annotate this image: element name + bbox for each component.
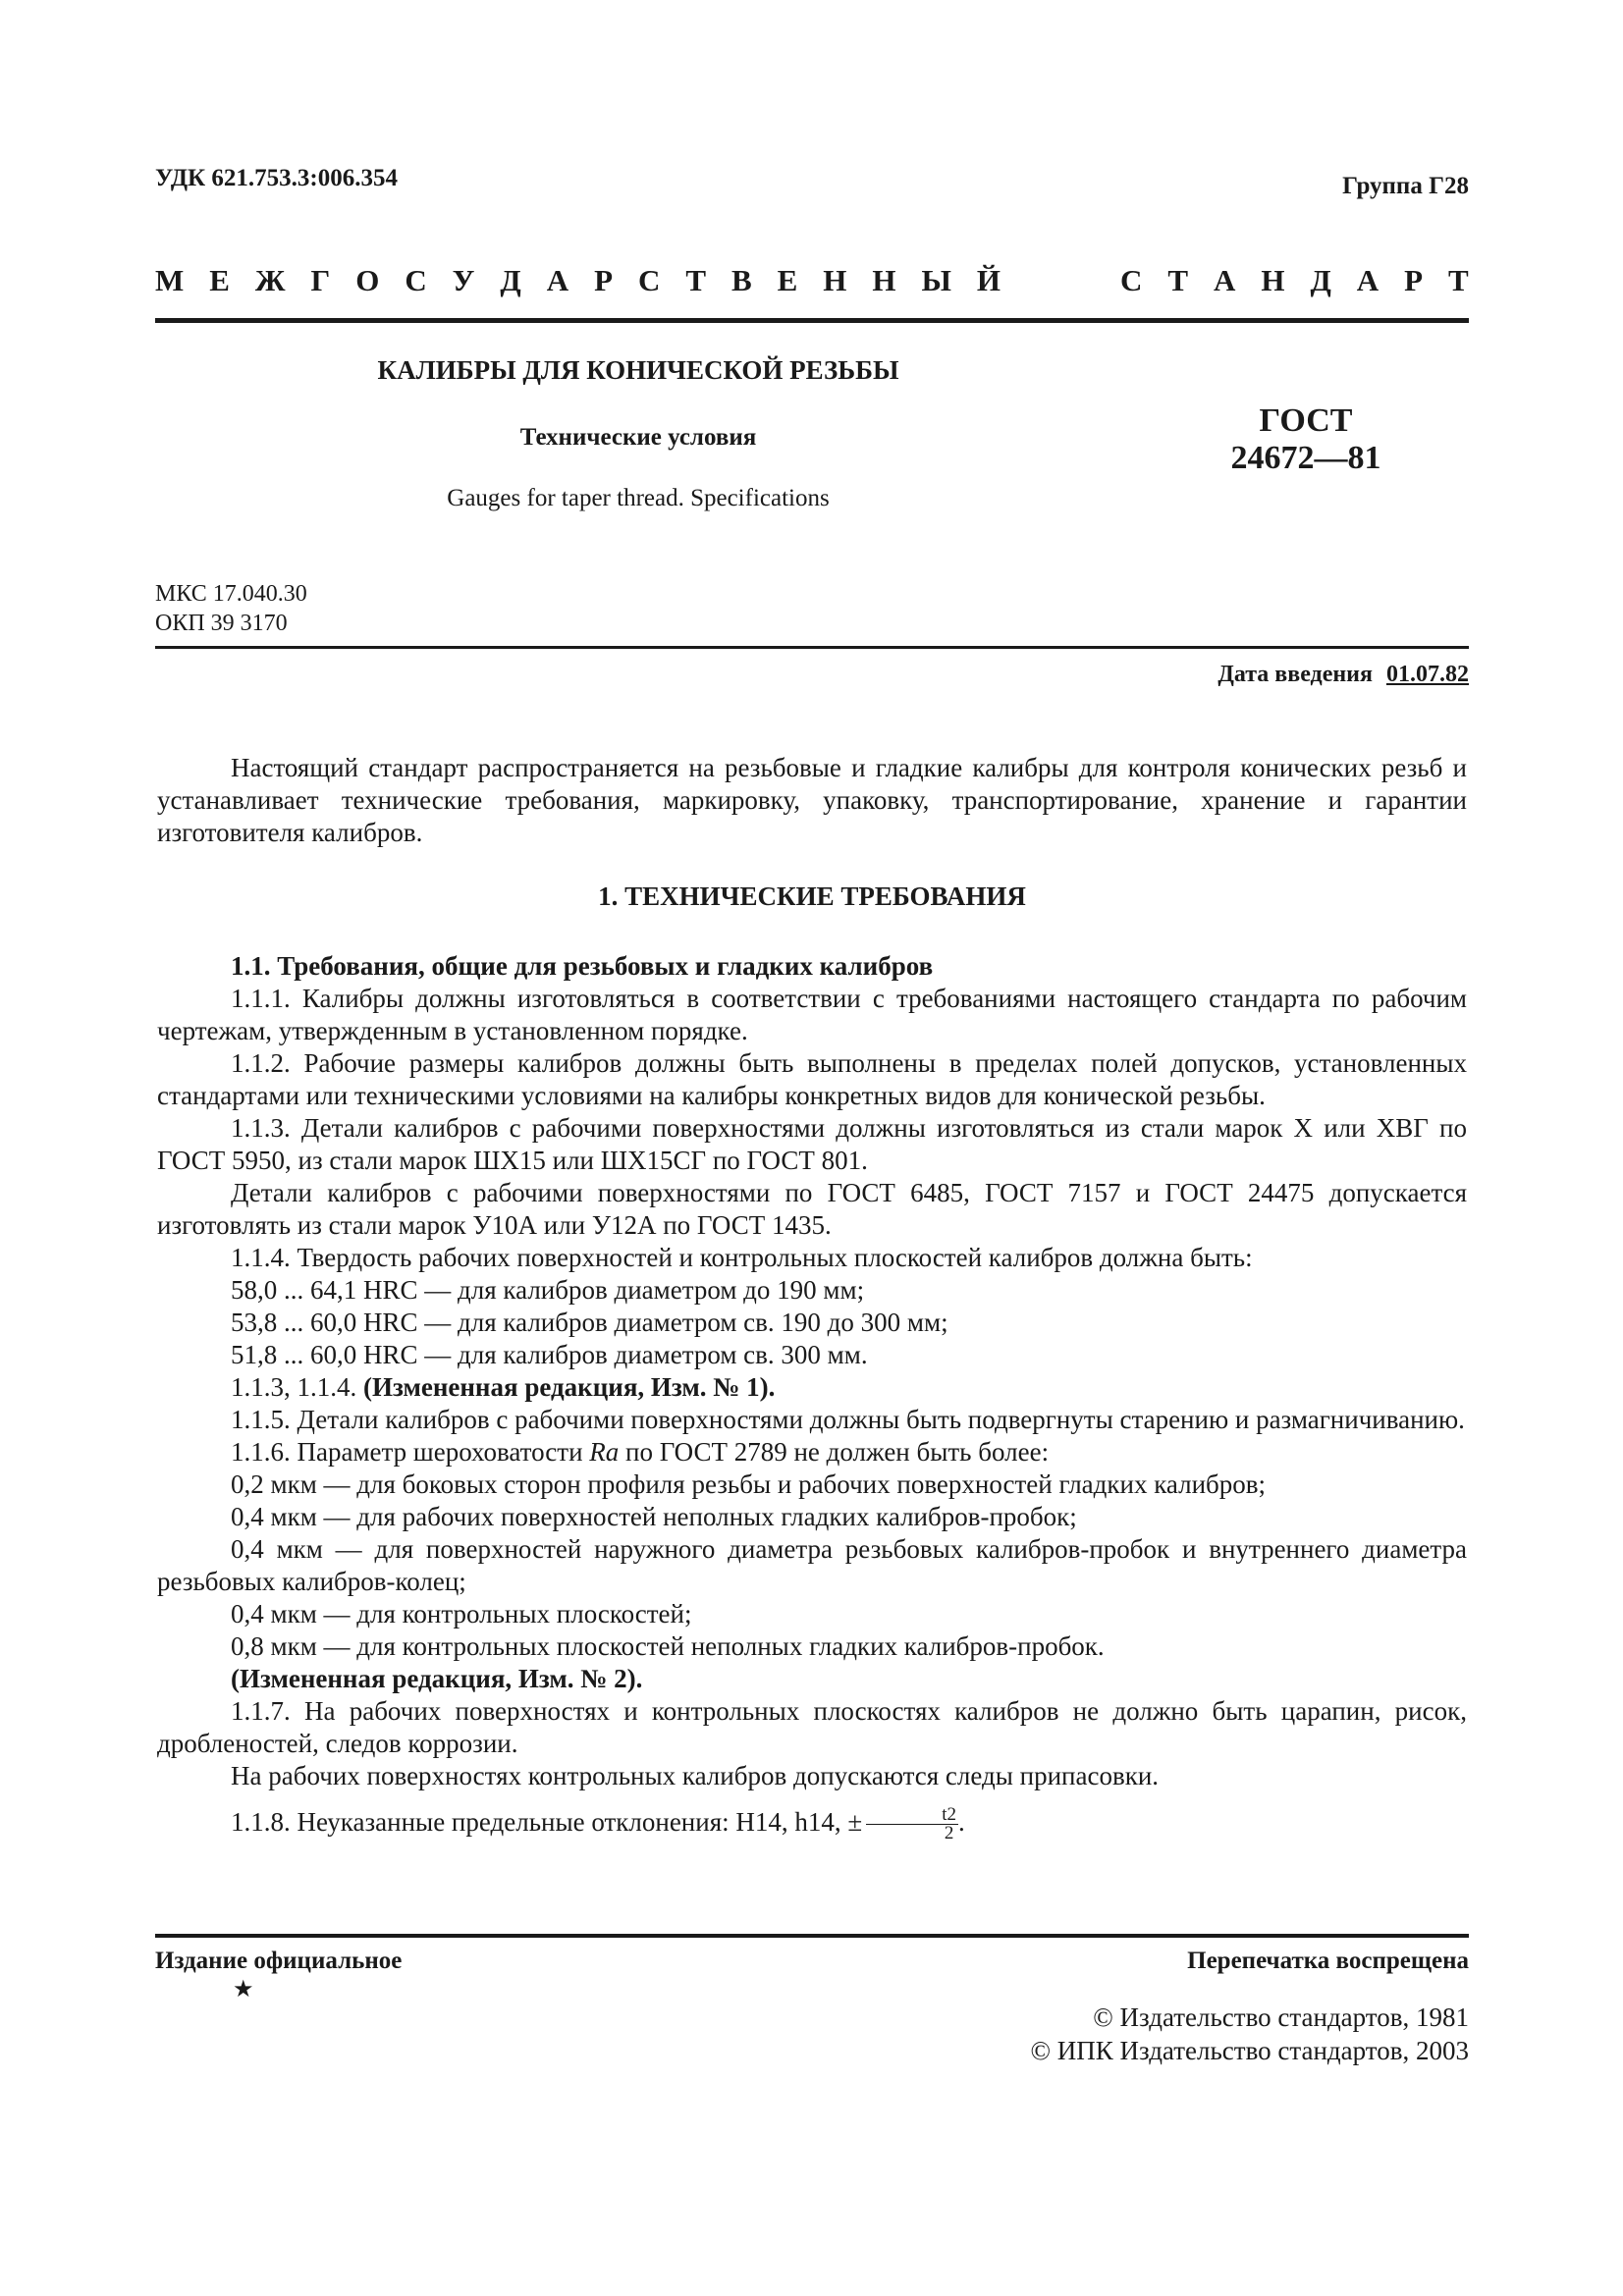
banner-letter: Д [500, 263, 521, 297]
banner-letter: Д [1310, 263, 1331, 297]
footer-rule [155, 1934, 1469, 1938]
document-title: КАЛИБРЫ ДЛЯ КОНИЧЕСКОЙ РЕЗЬБЫ [377, 355, 899, 385]
banner-letter: Т [685, 263, 707, 297]
clause-1-1-8-end: . [957, 1807, 965, 1837]
gost-label: ГОСТ [1259, 402, 1353, 439]
edition-note: Издание официальное [155, 1948, 403, 1974]
copyright-line: © ИПК Издательство стандартов, 2003 [1030, 2036, 1469, 2065]
subsection-heading: 1.1. Требования, общие для резьбовых и гладких калибров [231, 951, 934, 981]
clause-1-1-2: 1.1.2. Рабочие размеры калибров должны быть выполнены в пределах полей допусков, установленных стандартами или техническими условиями на калибры конкретных видов для конической резьбы. [157, 1048, 1467, 1110]
banner-letter: Е [777, 263, 798, 297]
banner-letter: Н [823, 263, 847, 297]
banner-letter: В [730, 263, 752, 297]
hardness-item: 53,8 ... 60,0 HRC — для калибров диаметром св. 190 до 300 мм; [231, 1308, 948, 1337]
banner-letter: У [452, 263, 475, 297]
banner-letter: Г [310, 263, 331, 297]
clause-1-1-3: 1.1.3. Детали калибров с рабочими поверхностями должны изготовляться из стали марок Х или ХВГ по ГОСТ 5950, из стали марок ШХ15 или ШХ15СГ по ГОСТ 801. [157, 1113, 1467, 1175]
banner-letter: Е [209, 263, 230, 297]
okp-code: ОКП 39 3170 [155, 611, 288, 636]
introduction-date-value: 01.07.82 [1386, 662, 1469, 687]
banner-letter: Ы [921, 263, 951, 297]
section-title: 1. ТЕХНИЧЕСКИЕ ТРЕБОВАНИЯ [598, 881, 1026, 911]
fraction-denominator: 2 [944, 1823, 954, 1844]
clause-1-1-8-text: 1.1.8. Неуказанные предельные отклонения: H14, h14, ± [231, 1807, 863, 1837]
group-code: Группа Г28 [1342, 173, 1469, 199]
banner-letter: Р [594, 263, 613, 297]
clause-1-1-4: 1.1.4. Твердость рабочих поверхностей и контрольных плоскостей калибров должна быть: [231, 1243, 1253, 1272]
introduction-date [1217, 662, 1469, 688]
clause-1-1-8 [157, 1806, 1467, 1842]
gost-number: 24672—81 [1230, 440, 1381, 476]
banner-letter: С [1119, 263, 1143, 297]
banner-letter: А [1356, 263, 1380, 297]
roughness-item: 0,4 мкм — для поверхностей наружного диаметра резьбовых калибров-пробок и внутреннего диаметра резьбовых калибров-колец; [157, 1534, 1467, 1596]
header-rule [155, 318, 1469, 323]
roughness-item: 0,8 мкм — для контрольных плоскостей неполных гладких калибров-пробок. [231, 1631, 1105, 1661]
banner-letter: О [355, 263, 380, 297]
clause-1-1-6-lead: 1.1.6. Параметр шероховатости [231, 1437, 583, 1467]
clause-1-1-7-continuation: На рабочих поверхностях контрольных калибров допускаются следы припасовки. [231, 1761, 1160, 1790]
section-body [157, 950, 1467, 1842]
banner-letter: Ж [254, 263, 286, 297]
banner-letter: С [637, 263, 661, 297]
banner-letter: Н [872, 263, 896, 297]
clause-1-1-6 [157, 1436, 1467, 1468]
clause-1-1-7: 1.1.7. На рабочих поверхностях и контрольных плоскостях калибров не должно быть царапин, рисок, дробленостей, следов коррозии. [157, 1696, 1467, 1758]
amendment-note-1-text: (Измененная редакция, Изм. № 1). [363, 1372, 776, 1402]
clause-1-1-6-tail: по ГОСТ 2789 не должен быть более: [625, 1437, 1050, 1467]
roughness-item: 0,2 мкм — для боковых сторон профиля резьбы и рабочих поверхностей гладких калибров; [231, 1469, 1267, 1499]
interstate-standard-banner [155, 263, 1469, 298]
mks-code: МКС 17.040.30 [155, 581, 307, 607]
intro-text: Настоящий стандарт распространяется на резьбовые и гладкие калибры для контроля конических резьб и устанавливает технические требования, маркировку, упаковку, транспортирование, хранение и гарантии изготовителя калибров. [157, 753, 1467, 847]
banner-letter: А [546, 263, 569, 297]
amendment-note-1-prefix: 1.1.3, 1.1.4. [231, 1372, 357, 1402]
banner-letter: Н [1261, 263, 1285, 297]
ra-symbol: Ra [589, 1437, 620, 1467]
clause-1-1-5: 1.1.5. Детали калибров с рабочими поверхностями должны быть подвергнуты старению и размагничиванию. [231, 1405, 1465, 1434]
intro-paragraph [157, 752, 1467, 849]
document-subtitle: Технические условия [519, 424, 757, 451]
hardness-item: 58,0 ... 64,1 HRC — для калибров диаметром до 190 мм; [231, 1275, 865, 1305]
codes-rule [155, 646, 1469, 649]
hardness-item: 51,8 ... 60,0 HRC — для калибров диаметром св. 300 мм. [231, 1340, 868, 1369]
reprint-prohibited-note: Перепечатка воспрещена [1187, 1948, 1469, 1974]
banner-letter: Й [976, 263, 1001, 297]
banner-letter: Р [1404, 263, 1424, 297]
roughness-item: 0,4 мкм — для рабочих поверхностей неполных гладких калибров-пробок; [231, 1502, 1077, 1531]
star-icon: ★ [233, 1977, 254, 2002]
amendment-note-2: (Измененная редакция, Изм. № 2). [231, 1664, 643, 1693]
amendment-note-1 [157, 1371, 1467, 1404]
fraction-numerator: t2 [866, 1806, 958, 1825]
udk-code: УДК 621.753.3:006.354 [155, 165, 398, 191]
banner-letter: А [1213, 263, 1236, 297]
banner-letter: Т [1167, 263, 1189, 297]
introduction-date-label: Дата введения [1217, 662, 1373, 687]
copyright-line: © Издательство стандартов, 1981 [1093, 2002, 1469, 2032]
tolerance-fraction [866, 1806, 958, 1842]
banner-letter: Т [1448, 263, 1469, 297]
clause-1-1-3-continuation: Детали калибров с рабочими поверхностями по ГОСТ 6485, ГОСТ 7157 и ГОСТ 24475 допускается изготовлять из стали марок У10А или У12А по ГОСТ 1435. [157, 1178, 1467, 1240]
banner-letter: С [405, 263, 427, 297]
banner-letter: М [155, 263, 185, 297]
roughness-item: 0,4 мкм — для контрольных плоскостей; [231, 1599, 692, 1629]
document-english-title: Gauges for taper thread. Specifications [447, 485, 830, 511]
banner-gap [1026, 263, 1095, 298]
clause-1-1-1: 1.1.1. Калибры должны изготовляться в соответствии с требованиями настоящего стандарта по рабочим чертежам, утвержденным в установленном порядке. [157, 984, 1467, 1045]
